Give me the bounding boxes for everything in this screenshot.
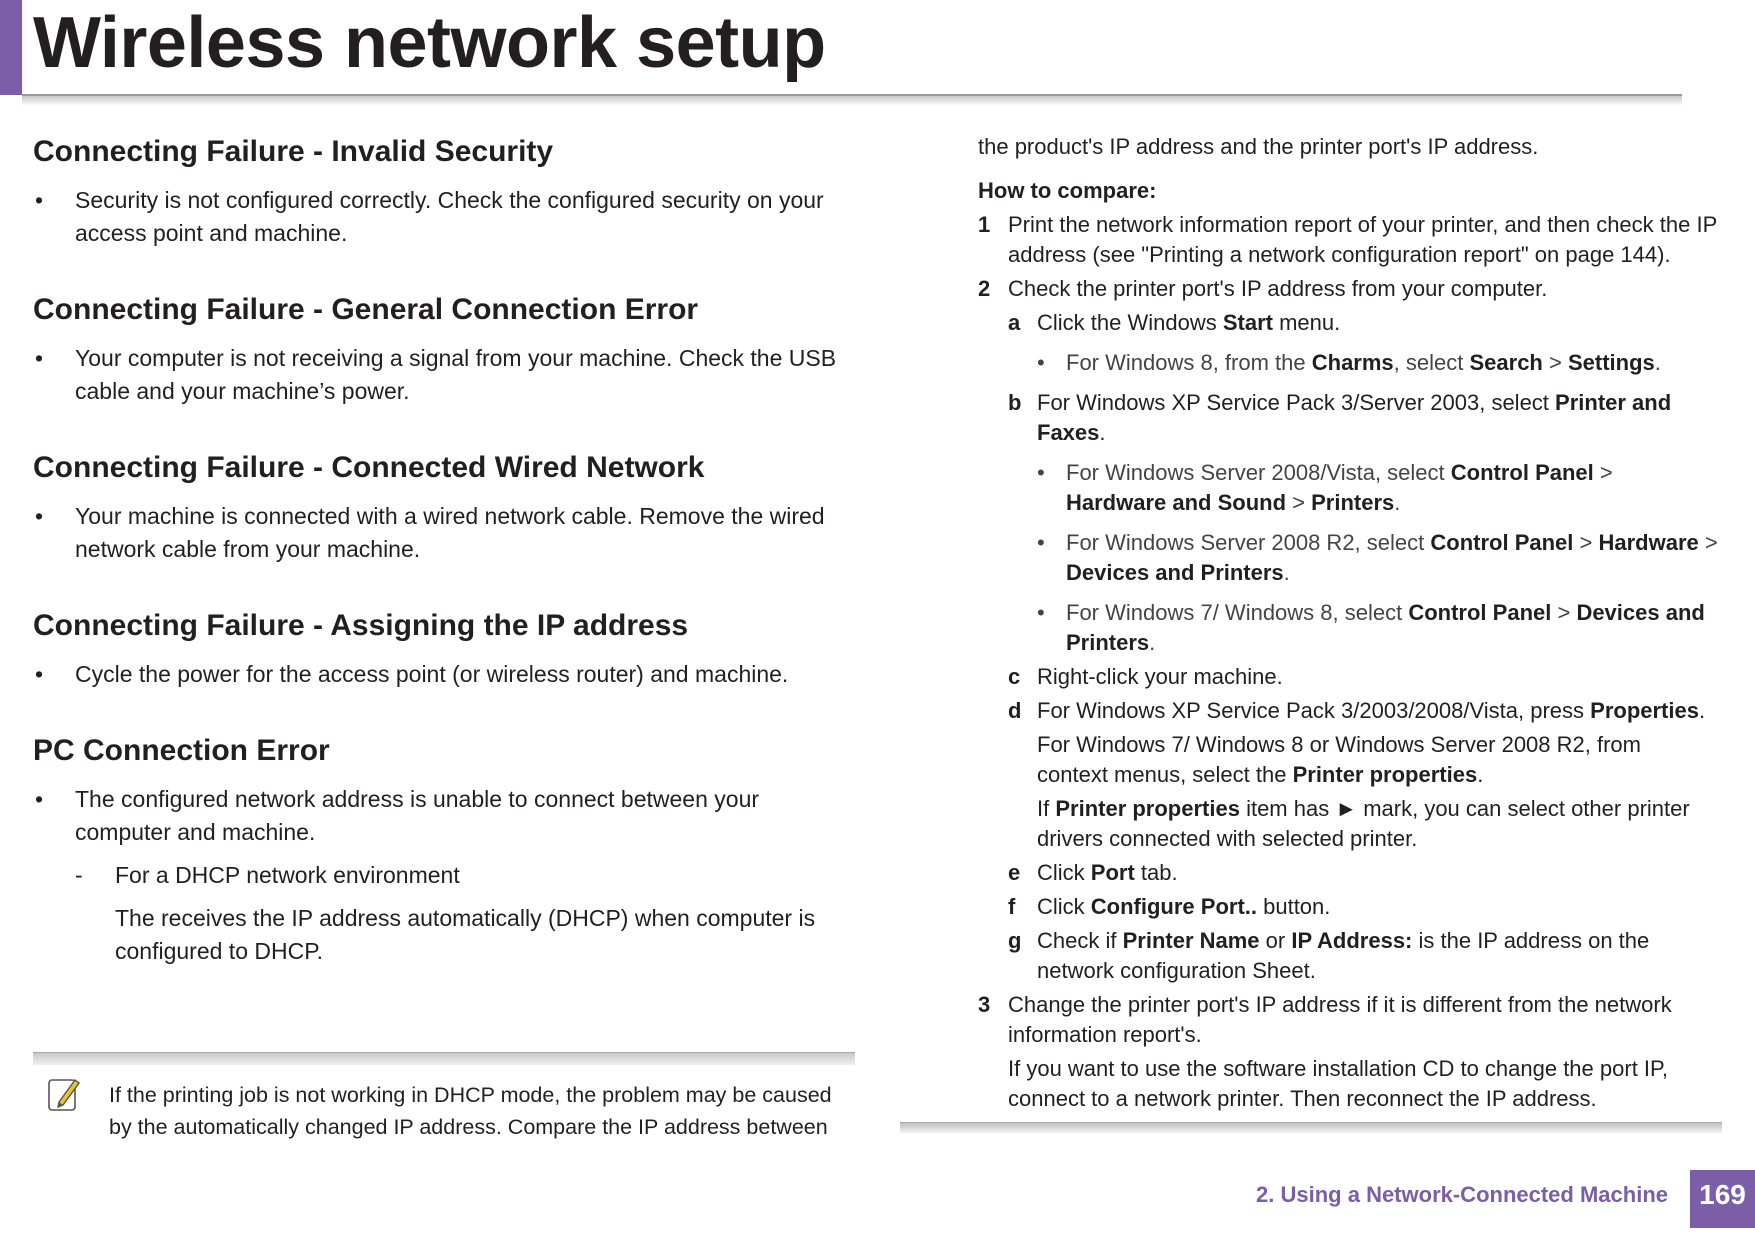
dash-item — [33, 859, 853, 892]
substep-b-bullet-3 — [978, 598, 1718, 658]
substep-g — [978, 926, 1718, 986]
substep-letter: e — [1008, 860, 1021, 885]
step-text: Print the network information report of your printer, and then check the IP address (see "Printing a network configuration report" on page 144). — [1008, 212, 1717, 267]
how-to-compare-heading: How to compare: — [978, 178, 1157, 203]
text-run: item has ► mark, you can select other printer drivers connected with selected printer. — [1037, 796, 1690, 851]
text-run: . — [1654, 350, 1661, 375]
substep-letter: g — [1008, 928, 1022, 953]
text-run: For Windows XP Service Pack 3/Server 2003, select — [1037, 390, 1556, 415]
bullet-mark: • — [35, 503, 44, 529]
text-run: . — [1149, 630, 1156, 655]
substep-letter: f — [1008, 894, 1016, 919]
text-run: For Windows Server 2008 R2, select — [1066, 530, 1431, 555]
dash-mark: - — [75, 862, 83, 888]
section-connected-wired-network — [33, 448, 853, 566]
bullet-item — [33, 658, 853, 691]
substep-letter: c — [1008, 664, 1021, 689]
substep-b — [978, 388, 1718, 448]
text-run: tab. — [1134, 860, 1178, 885]
bold-run: Devices and Printers — [1066, 560, 1284, 585]
page-title: Wireless network setup — [33, 3, 826, 83]
footer-chapter: 2. Using a Network-Connected Machine — [1256, 1182, 1668, 1207]
text-run: > — [1551, 600, 1577, 625]
text-run: For Windows 7/ Windows 8 or Windows Server 2008 R2, from context menus, select the — [1037, 732, 1641, 787]
bullet-mark: • — [35, 345, 44, 371]
text-run: For Windows 8, from the — [1066, 350, 1312, 375]
substep-d-para-1 — [978, 730, 1718, 790]
bullet-text: Your machine is connected with a wired network cable. Remove the wired network cable from your machine. — [75, 503, 825, 562]
step-number: 1 — [978, 212, 991, 237]
bold-run: Printer properties — [1055, 796, 1240, 821]
text-run: , select — [1393, 350, 1470, 375]
bold-run: Settings — [1567, 350, 1655, 375]
text-run: > — [1286, 490, 1312, 515]
bold-run: Search — [1469, 350, 1543, 375]
right-column-bottom-rule — [900, 1122, 1722, 1133]
continuation-text: the product's IP address and the printer port's IP address. — [978, 134, 1539, 159]
substep-e — [978, 858, 1718, 888]
bold-run: Port — [1090, 860, 1135, 885]
section-invalid-security — [33, 132, 853, 250]
text-run: Right-click your machine. — [1037, 664, 1283, 689]
text-run: button. — [1257, 894, 1331, 919]
section-pc-connection-error — [33, 731, 853, 968]
step-1 — [978, 210, 1718, 270]
text-run: > — [1593, 460, 1613, 485]
bullet-mark: • — [1037, 530, 1045, 555]
bold-run: Control Panel — [1408, 600, 1552, 625]
section-heading: Connecting Failure - Invalid Security — [33, 135, 554, 168]
bold-run: Hardware and Sound — [1066, 490, 1287, 515]
text-run: > — [1542, 350, 1568, 375]
note-text: If the printing job is not working in DHCP mode, the problem may be caused by the automatically changed IP address. Compare the IP address between — [109, 1083, 832, 1139]
text-run: . — [1394, 490, 1401, 515]
text-run: For Windows XP Service Pack 3/2003/2008/Vista, press — [1037, 698, 1591, 723]
substep-a-bullet — [978, 348, 1718, 378]
bold-run: Configure Port.. — [1090, 894, 1257, 919]
substep-f — [978, 892, 1718, 922]
page-number: 169 — [1690, 1170, 1755, 1228]
text-run: > — [1573, 530, 1599, 555]
substep-letter: b — [1008, 390, 1022, 415]
bold-run: IP Address: — [1291, 928, 1413, 953]
section-heading: Connecting Failure - General Connection Error — [33, 293, 699, 326]
text-run: . — [1477, 762, 1484, 787]
bold-run: Printers — [1311, 490, 1395, 515]
section-general-connection-error — [33, 290, 853, 408]
bold-run: Devices and Printers — [1066, 600, 1705, 655]
note-pencil-icon — [47, 1074, 81, 1114]
note-top-bar — [33, 1052, 855, 1065]
text-run: . — [1283, 560, 1290, 585]
bold-run: Printer and Faxes — [1037, 390, 1672, 445]
bullet-item — [33, 184, 853, 250]
step-text: Check the printer port's IP address from your computer. — [1008, 276, 1548, 301]
left-column — [33, 132, 853, 1008]
substep-letter: a — [1008, 310, 1021, 335]
text-run: is the IP address on the network configuration Sheet. — [1037, 928, 1650, 983]
text-run: For Windows 7/ Windows 8, select — [1066, 600, 1409, 625]
dash-text: For a DHCP network environment — [115, 862, 460, 888]
text-run: . — [1099, 420, 1106, 445]
note-box — [33, 1052, 855, 1143]
bullet-text: The configured network address is unable to connect between your computer and machine. — [75, 786, 760, 845]
text-run: Click — [1037, 860, 1091, 885]
substep-letter: d — [1008, 698, 1022, 723]
bullet-mark: • — [1037, 350, 1045, 375]
bullet-mark: • — [35, 187, 44, 213]
bullet-mark: • — [1037, 600, 1045, 625]
section-heading: Connecting Failure - Connected Wired Network — [33, 451, 705, 484]
section-heading: PC Connection Error — [33, 734, 330, 767]
section-heading: Connecting Failure - Assigning the IP address — [33, 609, 689, 642]
bold-run: Control Panel — [1430, 530, 1574, 555]
bullet-text: Your computer is not receiving a signal from your machine. Check the USB cable and your machine’s power. — [75, 345, 837, 404]
text-run: menu. — [1272, 310, 1341, 335]
step-2 — [978, 274, 1718, 304]
bold-run: Hardware — [1598, 530, 1699, 555]
substep-c — [978, 662, 1718, 692]
text-run: > — [1698, 530, 1718, 555]
bullet-mark: • — [35, 786, 44, 812]
bold-run: Start — [1222, 310, 1273, 335]
text-run: Check if — [1037, 928, 1123, 953]
substep-a — [978, 308, 1718, 338]
right-column — [978, 132, 1718, 1114]
bullet-text: Cycle the power for the access point (or wireless router) and machine. — [75, 661, 789, 687]
section-assigning-ip-address — [33, 606, 853, 691]
text-run: For Windows Server 2008/Vista, select — [1066, 460, 1451, 485]
substep-d — [978, 696, 1718, 726]
bold-run: Printer Name — [1122, 928, 1260, 953]
title-divider — [22, 94, 1682, 106]
dash-description: The receives the IP address automatically (DHCP) when computer is configured to DHCP. — [115, 905, 816, 964]
bullet-item — [33, 500, 853, 566]
bullet-text: Security is not configured correctly. Check the configured security on your access point and machine. — [75, 187, 824, 246]
title-accent-bar — [0, 0, 22, 95]
step-3 — [978, 990, 1718, 1050]
bold-run: Printer properties — [1292, 762, 1478, 787]
bold-run: Properties — [1590, 698, 1699, 723]
step-number: 3 — [978, 992, 991, 1017]
text-run: Click the Windows — [1037, 310, 1223, 335]
step-3-para: If you want to use the software installation CD to change the port IP, connect to a network printer. Then reconnect the IP address. — [1008, 1056, 1668, 1111]
bullet-item — [33, 783, 853, 849]
text-run: . — [1698, 698, 1706, 723]
bullet-mark: • — [35, 661, 44, 687]
substep-b-bullet-1 — [978, 458, 1718, 518]
bold-run: Control Panel — [1450, 460, 1594, 485]
bullet-mark: • — [1037, 460, 1045, 485]
step-number: 2 — [978, 276, 991, 301]
bullet-item — [33, 342, 853, 408]
substep-b-bullet-2 — [978, 528, 1718, 588]
text-run: or — [1259, 928, 1292, 953]
text-run: Click — [1037, 894, 1091, 919]
text-run: If — [1037, 796, 1056, 821]
substep-d-para-2 — [978, 794, 1718, 854]
step-text: Change the printer port's IP address if it is different from the network information report's. — [1008, 992, 1672, 1047]
bold-run: Charms — [1311, 350, 1394, 375]
